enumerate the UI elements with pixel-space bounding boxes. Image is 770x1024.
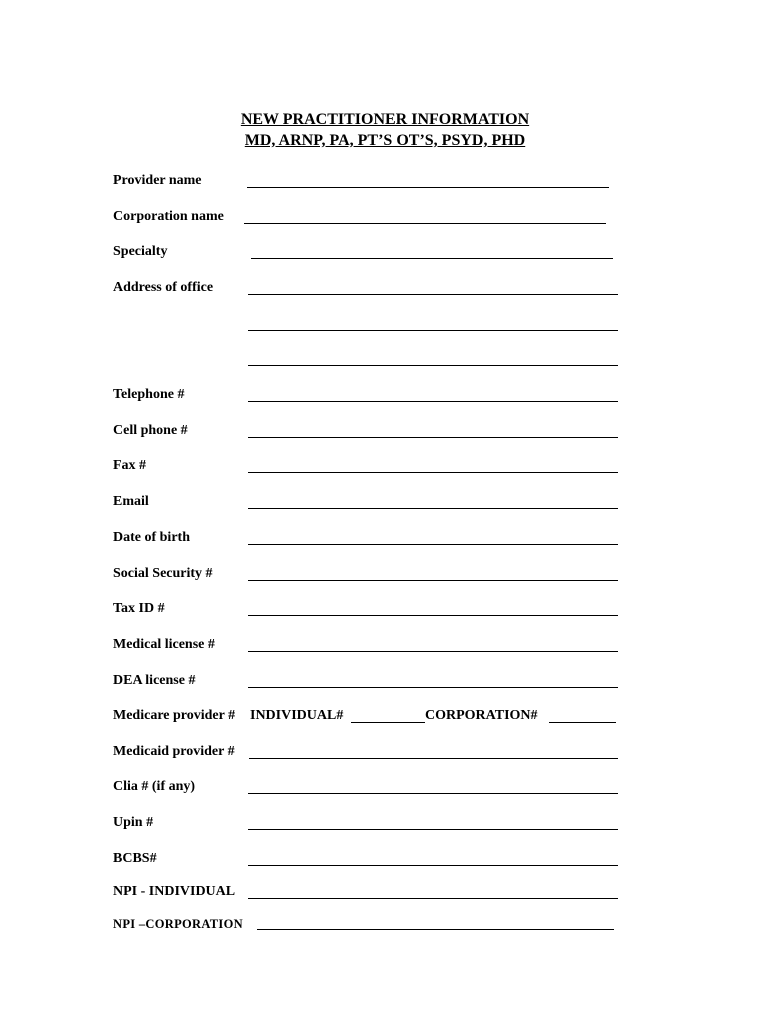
tax-id-field[interactable] (248, 615, 618, 616)
email-label: Email (113, 494, 149, 509)
fax-label: Fax # (113, 458, 147, 473)
ssn-row (0, 565, 770, 587)
upin-field[interactable] (248, 829, 618, 830)
medicare-corporation-label: CORPORATION# (425, 708, 538, 723)
dob-row (0, 529, 770, 551)
medicaid-row (0, 743, 770, 765)
cell-phone-field[interactable] (248, 437, 618, 438)
email-field[interactable] (248, 508, 618, 509)
corporation-name-label: Corporation name (113, 209, 224, 224)
address-field-line-3[interactable] (248, 365, 618, 366)
address-field-line-1[interactable] (248, 294, 618, 295)
address-field-line-2[interactable] (248, 330, 618, 331)
specialty-label: Specialty (113, 244, 168, 259)
dob-field[interactable] (248, 544, 618, 545)
bcbs-field[interactable] (248, 865, 618, 866)
medical-license-field[interactable] (248, 651, 618, 652)
upin-row (0, 814, 770, 836)
fax-row (0, 457, 770, 479)
npi-corporation-label: NPI –CORPORATION (113, 917, 243, 931)
specialty-field[interactable] (251, 258, 613, 259)
medicaid-provider-label: Medicaid provider # (113, 744, 235, 759)
medicare-individual-field[interactable] (351, 722, 425, 723)
medical-license-label: Medical license # (113, 637, 215, 652)
dea-license-label: DEA license # (113, 673, 196, 688)
form-subtitle: MD, ARNP, PA, PT’S OT’S, PSYD, PHD (244, 132, 526, 149)
address-label: Address of office (113, 280, 214, 295)
provider-name-row (0, 172, 770, 194)
medical-license-row (0, 636, 770, 658)
dea-license-row (0, 672, 770, 694)
medicare-corporation-field[interactable] (549, 722, 616, 723)
npi-corporation-row (0, 915, 770, 937)
bcbs-row (0, 850, 770, 872)
tax-id-label: Tax ID # (113, 601, 165, 616)
medicare-provider-label: Medicare provider # (113, 708, 236, 723)
clia-label: Clia # (if any) (113, 779, 196, 794)
medicare-row (0, 707, 770, 729)
corporation-name-field[interactable] (244, 223, 606, 224)
clia-field[interactable] (248, 793, 618, 794)
npi-individual-field[interactable] (248, 898, 618, 899)
npi-individual-label: NPI - INDIVIDUAL (113, 884, 236, 899)
cell-phone-label: Cell phone # (113, 423, 188, 438)
provider-name-field[interactable] (247, 187, 609, 188)
ssn-field[interactable] (248, 580, 618, 581)
tax-id-row (0, 600, 770, 622)
specialty-row (0, 243, 770, 265)
bcbs-label: BCBS# (113, 851, 157, 866)
email-row (0, 493, 770, 515)
clia-row (0, 778, 770, 800)
cell-phone-row (0, 422, 770, 444)
telephone-row (0, 386, 770, 408)
corporation-name-row (0, 208, 770, 230)
address-row (0, 279, 770, 301)
fax-field[interactable] (248, 472, 618, 473)
medicaid-provider-field[interactable] (249, 758, 618, 759)
ssn-label: Social Security # (113, 566, 213, 581)
form-title: NEW PRACTITIONER INFORMATION (240, 111, 530, 128)
upin-label: Upin # (113, 815, 154, 830)
provider-name-label: Provider name (113, 173, 202, 188)
telephone-field[interactable] (248, 401, 618, 402)
dea-license-field[interactable] (248, 687, 618, 688)
telephone-label: Telephone # (113, 387, 185, 402)
npi-corporation-field[interactable] (257, 929, 614, 930)
dob-label: Date of birth (113, 530, 190, 545)
medicare-individual-label: INDIVIDUAL# (250, 708, 344, 723)
npi-individual-row (0, 883, 770, 905)
